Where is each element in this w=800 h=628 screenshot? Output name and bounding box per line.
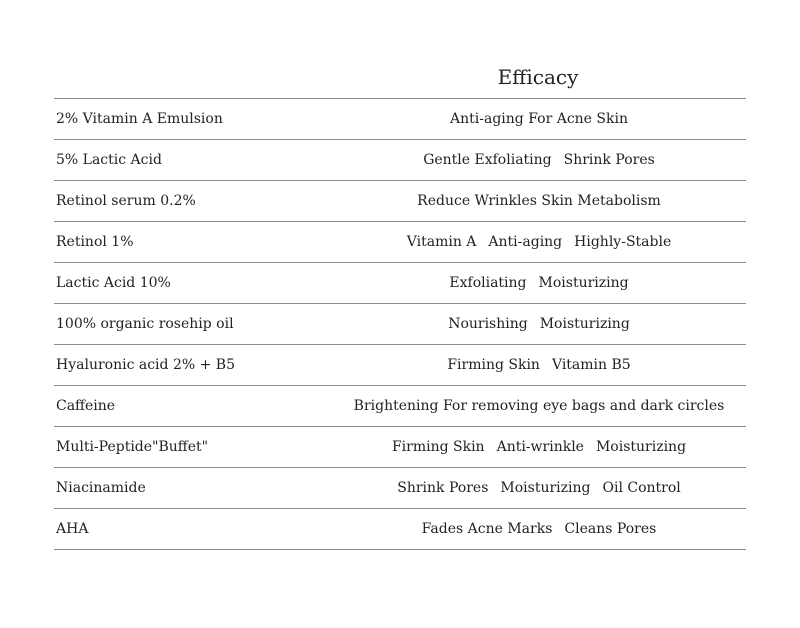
efficacy-item: Firming Skin [391,439,485,455]
efficacy-cell [332,357,746,373]
efficacy-item: Nourishing [448,316,528,332]
table-row [54,509,746,550]
product-name-cell: 2% Vitamin A Emulsion [56,111,223,127]
efficacy-item: Shrink Pores [397,480,489,496]
efficacy-item: Highly-Stable [574,234,672,250]
table-row [54,99,746,140]
efficacy-item: Shrink Pores [563,152,655,168]
product-name-cell: 100% organic rosehip oil [56,316,234,332]
efficacy-item: Anti-aging [488,234,563,250]
product-name-cell: Niacinamide [56,480,146,496]
efficacy-item: Oil Control [602,480,681,496]
product-name-cell: AHA [56,521,89,537]
efficacy-cell [332,398,746,414]
efficacy-item: Vitamin A [406,234,477,250]
product-name-cell: 5% Lactic Acid [56,152,162,168]
efficacy-cell [332,152,746,168]
table-row [54,386,746,427]
efficacy-item: Moisturizing [538,275,629,291]
product-name-cell: Caffeine [56,398,116,414]
efficacy-item: Exfoliating [449,275,527,291]
efficacy-cell [332,275,746,291]
efficacy-item: Moisturizing [500,480,591,496]
table-row [54,181,746,222]
efficacy-item: Anti-wrinkle [496,439,584,455]
efficacy-item: Moisturizing [539,316,630,332]
efficacy-cell [332,193,746,209]
table-row [54,468,746,509]
efficacy-item: Firming Skin [447,357,540,373]
product-name-cell: Hyaluronic acid 2% + B5 [56,357,235,373]
table-body [54,99,746,550]
efficacy-item: Vitamin B5 [551,357,631,373]
efficacy-item: Fades Acne Marks [421,521,553,537]
header-efficacy-column: Efficacy [497,65,579,89]
efficacy-cell [332,521,746,537]
table-row [54,304,746,345]
efficacy-cell [332,111,746,127]
table-row [54,263,746,304]
efficacy-cell [332,234,746,250]
efficacy-cell [332,439,746,455]
efficacy-item: Reduce Wrinkles Skin Metabolism [417,193,661,209]
table-row [54,427,746,468]
product-name-cell: Retinol 1% [56,234,134,250]
table-row [54,345,746,386]
efficacy-cell [332,316,746,332]
product-name-cell: Multi-Peptide"Buffet" [56,439,209,455]
efficacy-item: Brightening For removing eye bags and dark circles [353,398,725,414]
product-name-cell: Retinol serum 0.2% [56,193,196,209]
table-header [54,60,746,99]
table-row [54,222,746,263]
efficacy-item: Moisturizing [595,439,687,455]
efficacy-item: Anti-aging For Acne Skin [450,111,628,127]
efficacy-cell [332,480,746,496]
efficacy-item: Gentle Exfoliating [423,152,552,168]
efficacy-table [54,60,746,550]
table-row [54,140,746,181]
product-name-cell: Lactic Acid 10% [56,275,171,291]
efficacy-item: Cleans Pores [564,521,657,537]
